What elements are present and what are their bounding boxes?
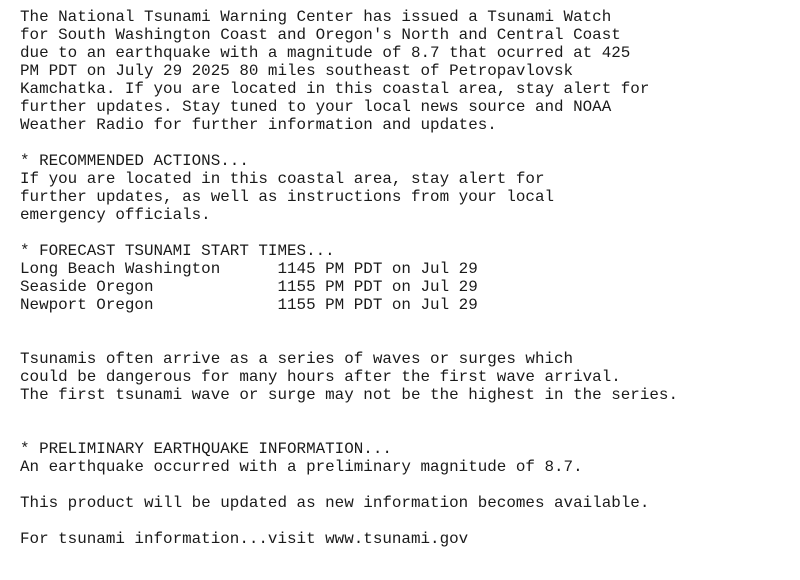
intro-line: The National Tsunami Warning Center has issued a Tsunami Watch — [20, 8, 612, 26]
intro-line: Kamchatka. If you are located in this coastal area, stay alert for — [20, 80, 650, 98]
forecast-start-times-heading: * FORECAST TSUNAMI START TIMES... — [20, 242, 335, 260]
earthquake-info-line: An earthquake occurred with a preliminary magnitude of 8.7. — [20, 458, 583, 476]
recommended-actions-line: further updates, as well as instructions from your local — [20, 188, 555, 206]
wave-series-line: The first tsunami wave or surge may not be the highest in the series. — [20, 386, 678, 404]
intro-line: for South Washington Coast and Oregon's North and Central Coast — [20, 26, 621, 44]
intro-line: further updates. Stay tuned to your local news source and NOAA — [20, 98, 612, 116]
wave-series-line: Tsunamis often arrive as a series of waves or surges which — [20, 350, 574, 368]
recommended-actions-line: If you are located in this coastal area, stay alert for — [20, 170, 545, 188]
tsunami-watch-bulletin — [20, 8, 678, 548]
forecast-row-newport: Newport Oregon 1155 PM PDT on Jul 29 — [20, 296, 478, 314]
wave-series-line: could be dangerous for many hours after the first wave arrival. — [20, 368, 621, 386]
intro-line: due to an earthquake with a magnitude of 8.7 that ocurred at 425 — [20, 44, 631, 62]
recommended-actions-heading: * RECOMMENDED ACTIONS... — [20, 152, 249, 170]
intro-line: PM PDT on July 29 2025 80 miles southeast of Petropavlovsk — [20, 62, 574, 80]
tsunami-info-link: For tsunami information...visit www.tsunami.gov — [20, 530, 469, 548]
intro-line: Weather Radio for further information and updates. — [20, 116, 497, 134]
earthquake-info-heading: * PRELIMINARY EARTHQUAKE INFORMATION... — [20, 440, 392, 458]
recommended-actions-line: emergency officials. — [20, 206, 211, 224]
forecast-row-long-beach: Long Beach Washington 1145 PM PDT on Jul 29 — [20, 260, 478, 278]
forecast-row-seaside: Seaside Oregon 1155 PM PDT on Jul 29 — [20, 278, 478, 296]
update-note: This product will be updated as new information becomes available. — [20, 494, 650, 512]
